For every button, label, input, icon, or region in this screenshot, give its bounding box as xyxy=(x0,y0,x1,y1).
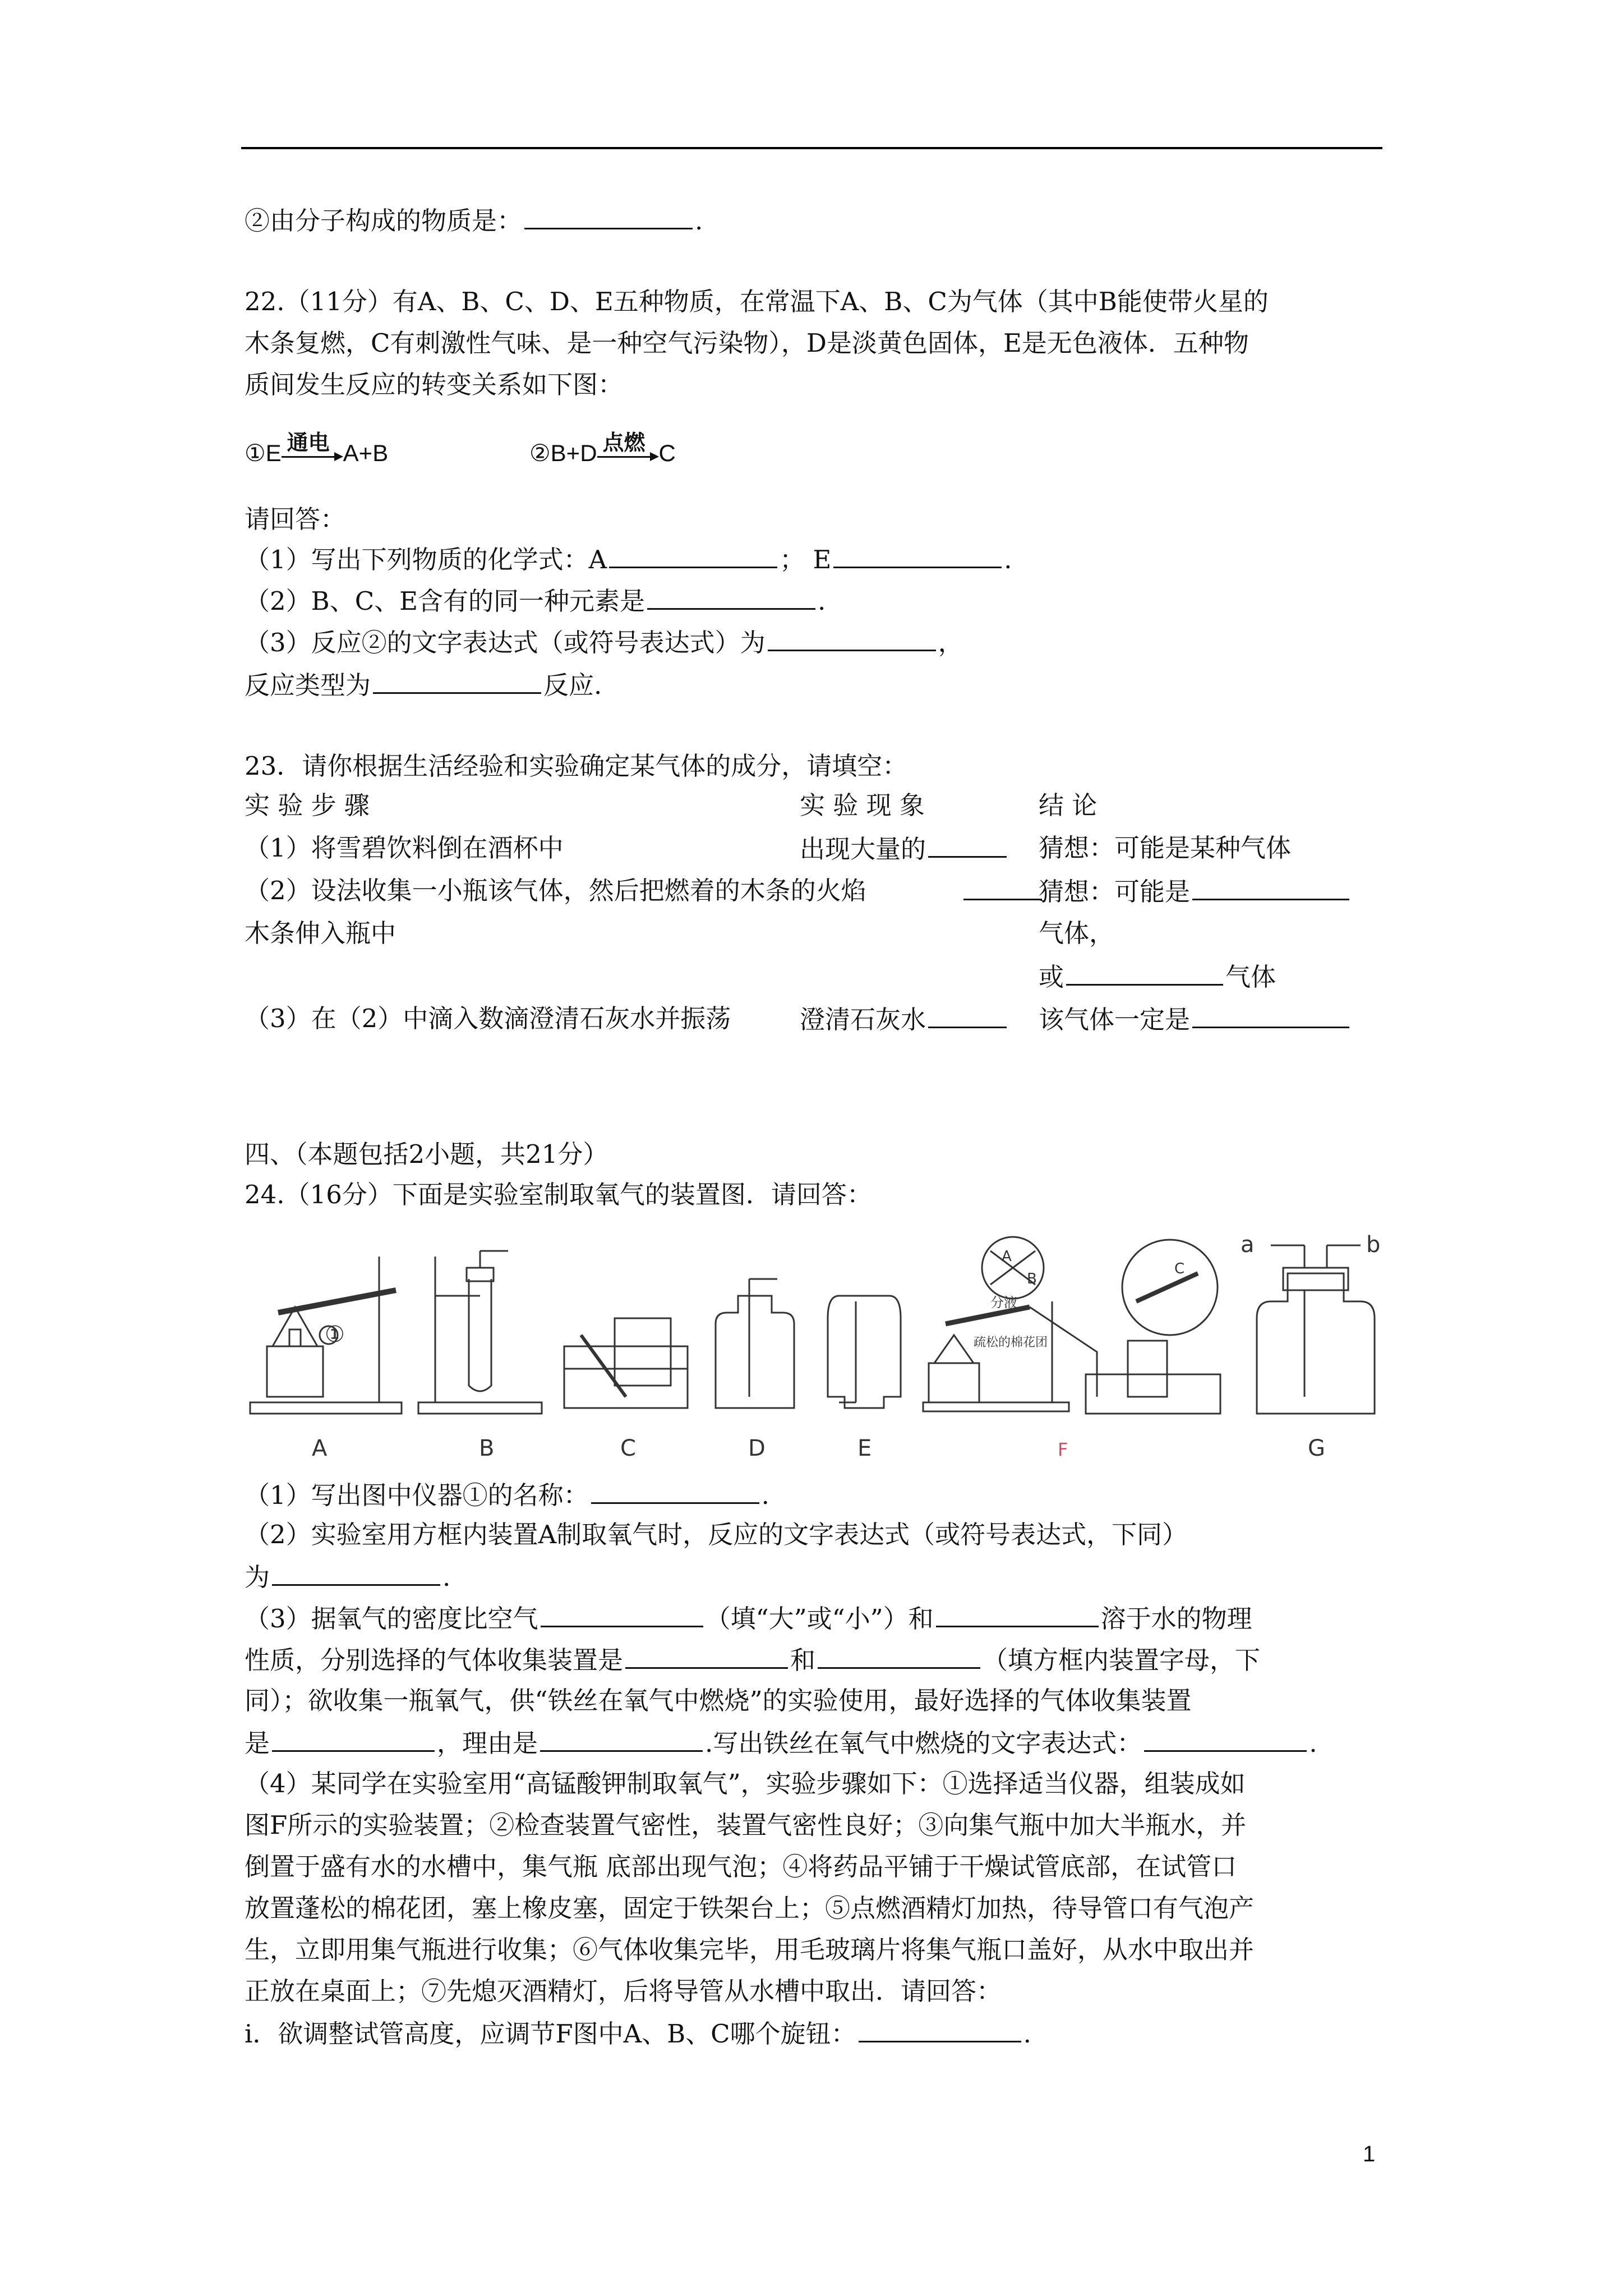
figure-label: A xyxy=(1002,1248,1012,1265)
header-rule xyxy=(241,147,1382,149)
q23-row3-step: （3）在（2）中滴入数滴澄清石灰水并振荡 xyxy=(245,1004,731,1033)
answer-blank[interactable] xyxy=(1192,1002,1349,1028)
figure-label: B xyxy=(1027,1271,1037,1287)
figure-label: A xyxy=(312,1435,328,1461)
q22-reaction-2: ②B+D 点燃 C xyxy=(529,436,676,471)
q23-row2-conclusion-c: 或 气体 xyxy=(1039,959,1276,994)
figure-label: 分液 xyxy=(990,1295,1017,1310)
figure-label: G xyxy=(1308,1435,1325,1461)
q23-intro: 23．请你根据生活经验和实验确定某气体的成分，请填空： xyxy=(245,751,908,781)
apparatus-f xyxy=(923,1237,1220,1460)
q23-row3-observation: 澄清石灰水 xyxy=(800,1002,1009,1037)
q23-row1-step: （1）将雪碧饮料倒在酒杯中 xyxy=(245,833,564,863)
figure-label: F xyxy=(1058,1439,1068,1460)
q24-part3-c: 同）；欲收集一瓶氧气，供“铁丝在氧气中燃烧”的实验使用，最好选择的气体收集装置 xyxy=(245,1686,1192,1715)
section-4-title: 四、（本题包括2小题，共21分） xyxy=(245,1139,608,1169)
page-number: 1 xyxy=(1363,2142,1376,2166)
q24-part3-b: 性质，分别选择的气体收集装置是 和 （填方框内装置字母，下 xyxy=(245,1642,1260,1677)
q23-row3-conclusion: 该气体一定是 xyxy=(1039,1002,1352,1037)
apparatus-d xyxy=(716,1279,794,1461)
answer-blank[interactable] xyxy=(647,583,815,610)
answer-blank[interactable] xyxy=(963,874,1042,900)
q24-part3-d: 是 ，理由是 .写出铁丝在氧气中燃烧的文字表达式： . xyxy=(245,1726,1317,1760)
apparatus-e xyxy=(828,1296,901,1461)
figure-label: a xyxy=(1241,1234,1255,1258)
answer-blank[interactable] xyxy=(936,1601,1099,1627)
answer-blank[interactable] xyxy=(591,1478,759,1504)
answer-blank[interactable] xyxy=(833,542,1002,568)
q24-part2-a: （2）实验室用方框内装置A制取氧气时，反应的文字表达式（或符号表达式，下同） xyxy=(245,1520,1188,1549)
q22-part1: （1）写出下列物质的化学式：A ； E . xyxy=(245,542,1012,577)
answer-blank[interactable] xyxy=(541,1601,703,1627)
answer-blank[interactable] xyxy=(609,542,777,568)
q23-row2-observation xyxy=(961,874,1044,909)
q22-part3b: 反应类型为 反应. xyxy=(245,668,602,702)
q24-part4-line6: 正放在桌面上；⑦先熄灭酒精灯，后将导管从水槽中取出．请回答： xyxy=(245,1976,1002,2006)
q23-header-step: 实 验 步 骤 xyxy=(245,790,370,820)
answer-blank[interactable] xyxy=(1144,1726,1307,1752)
q22-part3: （3）反应②的文字表达式（或符号表达式）为 ， xyxy=(245,625,963,660)
q23-header-observation: 实 验 现 象 xyxy=(800,790,925,820)
figure-label: ① xyxy=(325,1322,345,1347)
figure-label: 疏松的棉花团 xyxy=(974,1336,1048,1350)
q22-intro-line3: 质间发生反应的转变关系如下图： xyxy=(245,370,624,399)
q24-part4-line1: （4）某同学在实验室用“高锰酸钾制取氧气”，实验步骤如下：①选择适当仪器，组装成如 xyxy=(245,1769,1246,1798)
q24-part4-line4: 放置蓬松的棉花团，塞上橡皮塞，固定于铁架台上；⑤点燃酒精灯加热，待导管口有气泡产 xyxy=(245,1893,1255,1923)
q24-part2-b: 为 . xyxy=(245,1559,450,1594)
apparatus-a xyxy=(250,1257,402,1461)
q22-intro-line1: 22.（11分）有A、B、C、D、E五种物质，在常温下A、B、C为气体（其中B能使带火星的 xyxy=(245,287,1269,316)
apparatus-b xyxy=(418,1251,542,1461)
q22-part2: （2）B、C、E含有的同一种元素是 . xyxy=(245,583,826,618)
q21-item2: ②由分子构成的物质是： . xyxy=(245,203,703,238)
figure-label: C xyxy=(620,1435,636,1461)
figure-label: B xyxy=(479,1435,495,1461)
answer-blank[interactable] xyxy=(373,668,541,694)
lab-apparatus-figure xyxy=(245,1234,1385,1470)
q24-sub-i: i．欲调整试管高度，应调节F图中A、B、C哪个旋钮： . xyxy=(245,2016,1031,2051)
q24-part4-line5: 生，立即用集气瓶进行收集；⑥气体收集完毕，用毛玻璃片将集气瓶口盖好，从水中取出并 xyxy=(245,1935,1255,1964)
reaction-arrow: 通电 xyxy=(282,439,343,471)
q24-part4-line3: 倒置于盛有水的水槽中，集气瓶 底部出现气泡；④将药品平铺于干燥试管底部，在试管口 xyxy=(245,1852,1237,1881)
q22-reaction-1: ①E 通电 A+B xyxy=(245,436,388,471)
answer-blank[interactable] xyxy=(524,203,693,229)
answer-blank[interactable] xyxy=(818,1642,980,1669)
answer-blank[interactable] xyxy=(768,625,936,651)
q24-intro: 24.（16分）下面是实验室制取氧气的装置图．请回答： xyxy=(245,1180,872,1209)
q24-part4-line2: 图F所示的实验装置；②检查装置气密性，装置气密性良好；③向集气瓶中加大半瓶水，并 xyxy=(245,1810,1247,1840)
q23-row2-step-a: （2）设法收集一小瓶该气体，然后把燃着的木条的火焰 xyxy=(245,876,866,905)
figure-label: D xyxy=(748,1435,766,1461)
answer-blank[interactable] xyxy=(272,1559,440,1586)
answer-blank[interactable] xyxy=(859,2016,1021,2042)
answer-blank[interactable] xyxy=(625,1642,788,1669)
apparatus-g xyxy=(1241,1234,1380,1461)
q24-part3-a: （3）据氧气的密度比空气 （填“大”或“小”）和 溶于水的物理 xyxy=(245,1601,1252,1636)
q23-row2-conclusion-b: 气体， xyxy=(1039,918,1115,948)
q23-header-conclusion: 结 论 xyxy=(1039,790,1098,820)
q23-row1-observation: 出现大量的 xyxy=(800,831,1009,866)
answer-blank[interactable] xyxy=(928,831,1007,858)
figure-label: E xyxy=(857,1435,872,1461)
answer-blank[interactable] xyxy=(1066,959,1223,986)
answer-blank[interactable] xyxy=(1192,874,1349,900)
answer-blank[interactable] xyxy=(540,1726,703,1752)
figure-label: C xyxy=(1174,1260,1185,1277)
q22-ask: 请回答： xyxy=(245,504,346,534)
q22-intro-line2: 木条复燃，C有刺激性气味、是一种空气污染物），D是淡黄色固体，E是无色液体．五种物 xyxy=(245,328,1249,358)
q23-row1-conclusion: 猜想：可能是某种气体 xyxy=(1039,833,1292,863)
apparatus-c xyxy=(564,1318,688,1461)
answer-blank[interactable] xyxy=(928,1002,1007,1028)
q23-row2-step-b: 木条伸入瓶中 xyxy=(245,918,396,948)
figure-label: b xyxy=(1366,1234,1381,1258)
q23-row2-conclusion-a: 猜想：可能是 xyxy=(1039,874,1352,909)
answer-blank[interactable] xyxy=(272,1726,435,1752)
reaction-arrow: 点燃 xyxy=(597,439,659,471)
q24-part1: （1）写出图中仪器①的名称： . xyxy=(245,1478,769,1512)
